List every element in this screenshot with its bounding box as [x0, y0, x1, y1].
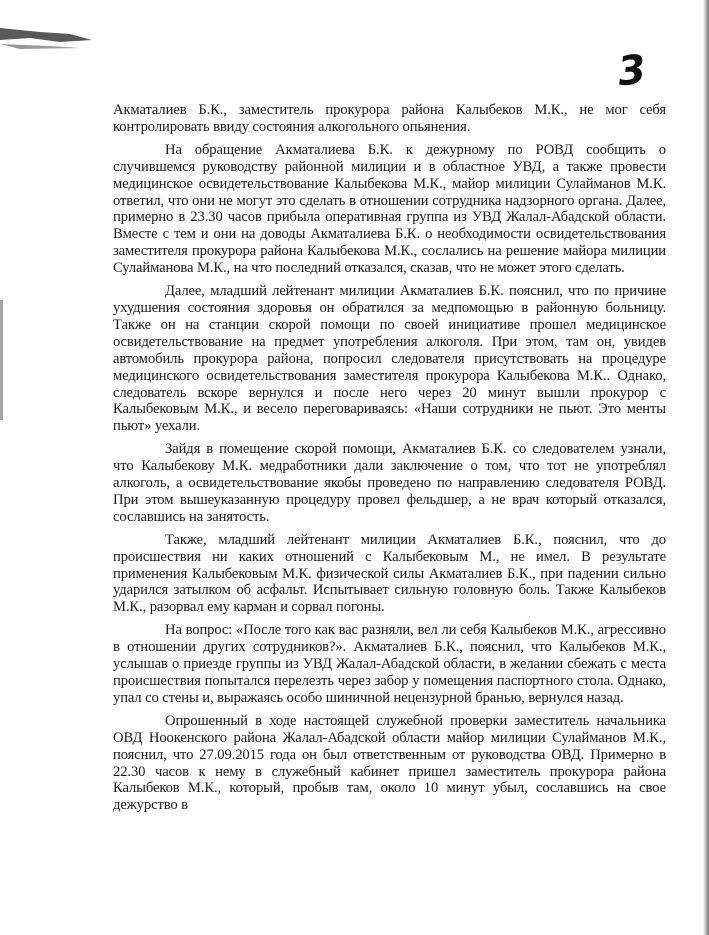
- paragraph-7: Опрошенный в ходе настоящей служебной проверки заместитель начальника ОВД Ноокенского района Жалал-Абадской области майор милиции Сулайманов М.К., пояснил, что 27.09.2015 года он был ответственным от руководства ОВД. Примерно в 22.30 часов к нему в служебный кабинет пришел заместитель прокурора района Калыбеков М.К., который, пробыв там, около 10 минут убыл, сославшись на свое дежурство в: [113, 712, 666, 814]
- paragraph-4: Зайдя в помещение скорой помощи, Акматалиев Б.К. со следователем узнали, что Калыбекову М.К. медработники дали заключение о том, что тот не употреблял алкоголь, а освидетельствование якобы проведено по направлению следователя РОВД. При этом вышеуказанную процедуру провел фельдшер, а не врач который отказался, сославшись на занятость.: [113, 441, 666, 525]
- scan-edge-mark: [0, 300, 3, 420]
- paragraph-1: Акматалиев Б.К., заместитель прокурора района Калыбеков М.К., не мог себя контролировать ввиду состояния алкогольного опьянения.: [113, 102, 666, 135]
- page-number: 3: [615, 46, 649, 96]
- paragraph-5: Также, младший лейтенант милиции Акматалиев Б.К., пояснил, что до происшествия ни каких отношений с Калыбековым М., не имел. В результате применения Калыбековым М.К. физической силы Акматалиев Б.К., при падении сильно ударился затылком об асфальт. Испытывает сильную головную боль. Также Калыбеков М.К., разорвал ему карман и сорвал погоны.: [113, 531, 666, 616]
- paragraph-2: На обращение Акматалиева Б.К. к дежурному по РОВД сообщить о случившемся руководству районной милиции и в областное УВД, а также провести медицинское освидетельствование Калыбекова М.К., майор милиции Сулайманов М.К. ответил, что они не могут это сделать в отношении сотрудника надзорного органа. Далее, примерно в 23.30 часов прибыла оперативная группа из УВД Жалал-Абадской области. Вместе с тем и они на доводы Акматалиева Б.К. о необходимости освидетельствования заместителя прокурора района Калыбекова М.К., сослались на решение майора милиции Сулайманова М.К., на что последний отказался, сказав, что не может этого сделать.: [113, 141, 666, 277]
- scan-edge-shadow: [703, 0, 709, 935]
- paragraph-3: Далее, младший лейтенант милиции Акматалиев Б.К. пояснил, что по причине ухудшения состояния здоровья он обратился за медпомощью в районную больницу. Также он на станции скорой помощи по своей инициативе прошел медицинское освидетельствование на предмет употребления алкоголя. При этом, там он, увидев автомобиль прокурора района, попросил следователя присутствовать на процедуре медицинского освидетельствования заместителя прокурора Калыбекова М.К.. Однако, следователь вскоре вернулся и после него через 20 минут вышли прокурор с Калыбековым М.К., и весело переговариваясь: «Наши сотрудники не пьют. Это менты пьют» уехали.: [113, 283, 666, 435]
- document-body: [113, 102, 666, 814]
- paragraph-6: На вопрос: «После того как вас разняли, вел ли себя Калыбеков М.К., агрессивно в отношении других сотрудников?». Акматалиев Б.К., пояснил, что Калыбеков М.К., услышав о приезде группы из УВД Жалал-Абадской области, в желании сбежать с места происшествия попытался перелезть через забор у помещения паспортного стола. Однако, упал со стены и, выражаясь особо шиничной нецензурной бранью, вернулся назад.: [113, 622, 666, 706]
- scan-artifact-mark: [0, 18, 95, 50]
